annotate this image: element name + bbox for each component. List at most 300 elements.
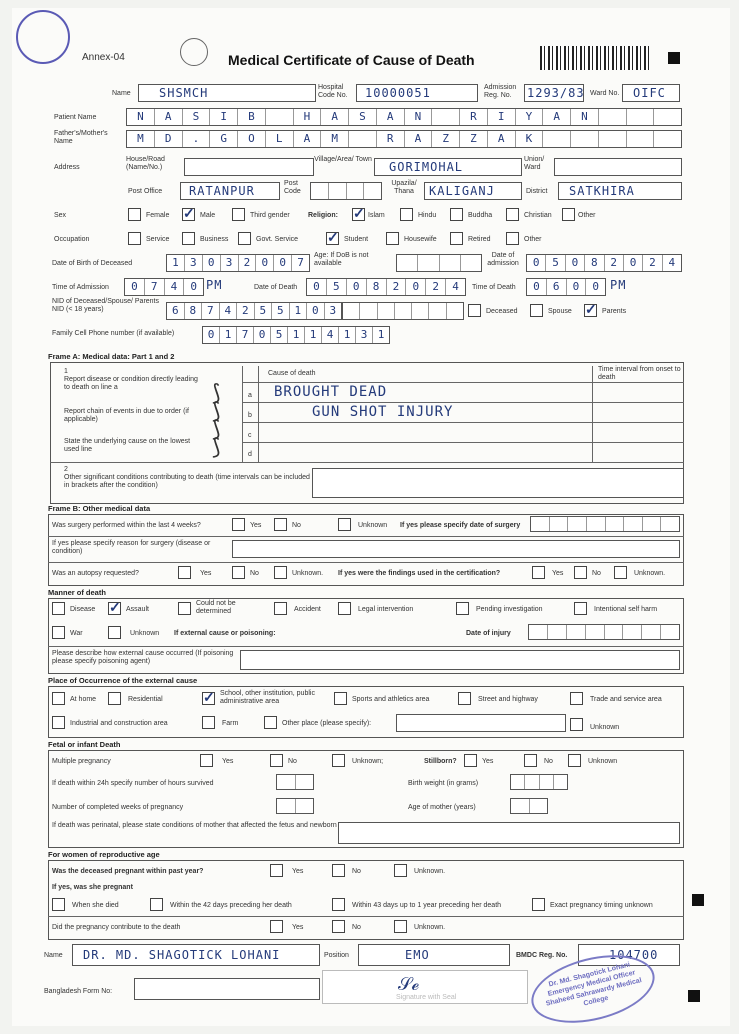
external-describe-label: Please describe how external cause occurred (If poisoning please specify poisoning agent) (52, 650, 234, 665)
place-heading: Place of Occurrence of the external cause (48, 676, 198, 685)
phone-grid[interactable] (202, 326, 390, 344)
contribute-label: Did the pregnancy contribute to the death (52, 924, 181, 931)
char-cell: 0 (567, 279, 587, 295)
multiple-no-label: No (288, 758, 297, 765)
dob-grid[interactable] (166, 254, 310, 272)
stillborn-yes-label: Yes (482, 758, 494, 765)
multiple-yes-label: Yes (222, 758, 234, 765)
signature-caption: Signature with Seal (396, 994, 457, 1001)
when-died-checkbox[interactable] (52, 898, 65, 911)
corner-marker-right (692, 894, 704, 906)
date-admission-grid[interactable] (526, 254, 682, 272)
multiple-yes-checkbox[interactable] (200, 754, 213, 767)
third-gender-label: Third gender (250, 212, 290, 219)
admission-reg-field[interactable] (524, 84, 584, 102)
char-cell: M (127, 131, 155, 147)
char-cell: A (294, 131, 322, 147)
trade-label: Trade and service area (590, 696, 662, 703)
char-cell: 1 (167, 255, 185, 271)
pregnant-no-checkbox[interactable] (332, 864, 345, 877)
weeks-pregnancy-grid[interactable] (276, 798, 314, 814)
disease-label: Disease (70, 606, 96, 613)
char-cell (627, 109, 655, 125)
frame-a-header-line (242, 382, 684, 383)
pregnant-no-label: No (352, 868, 361, 875)
findings-no-checkbox[interactable] (574, 566, 587, 579)
age-mother-grid[interactable] (510, 798, 548, 814)
char-cell: 8 (185, 303, 203, 319)
other-religion-label: Other (578, 212, 596, 219)
surgery-unknown-label: Unknown (358, 522, 388, 529)
manner-heading: Manner of death (48, 588, 106, 597)
third-gender-checkbox[interactable] (232, 208, 245, 221)
father-name-grid[interactable] (126, 130, 682, 148)
disease-checkbox[interactable] (52, 602, 65, 615)
char-cell: 2 (426, 279, 446, 295)
multiple-pregnancy-label: Multiple pregnancy (52, 758, 111, 765)
contribute-no-checkbox[interactable] (332, 920, 345, 933)
school-check-icon: ✓ (203, 689, 215, 705)
part1-text-3: State the underlying cause on the lowest used line (64, 438, 191, 453)
char-cell: 1 (288, 327, 305, 343)
stillborn-no-label: No (544, 758, 553, 765)
undetermined-checkbox[interactable] (178, 602, 191, 615)
within-1-year-checkbox[interactable] (332, 898, 345, 911)
residential-label: Residential (128, 696, 163, 703)
admission-reg-label: Admission Reg. No. (484, 84, 517, 99)
islam-label: Islam (368, 212, 385, 219)
corner-marker-bottom (688, 990, 700, 1002)
father-name-label: Father's/Mother's Name (54, 130, 108, 145)
admission-reg-value: 1293/83 (527, 86, 585, 100)
char-cell: 8 (585, 255, 604, 271)
interval-header: Time interval from onset to death (598, 366, 681, 381)
char-cell (627, 131, 655, 147)
hours-survived-grid[interactable] (276, 774, 314, 790)
char-cell: 0 (566, 255, 585, 271)
women-line (48, 916, 684, 917)
age-mother-label: Age of mother (years) (408, 804, 476, 811)
hospital-seal (16, 10, 70, 64)
date-injury-grid[interactable] (528, 624, 680, 640)
dob-label: Date of Birth of Deceased (52, 260, 133, 267)
pending-investigation-checkbox[interactable] (456, 602, 469, 615)
char-cell: 3 (185, 255, 203, 271)
row-d-letter: d (248, 451, 252, 458)
date-admission-label: Date of admission (487, 252, 519, 267)
char-cell (654, 131, 681, 147)
findings-yes-label: Yes (552, 570, 564, 577)
position-value: EMO (405, 948, 430, 962)
institution-field[interactable] (138, 84, 316, 102)
surgery-date-grid[interactable] (530, 516, 680, 532)
cause-col-line (258, 366, 259, 462)
autopsy-unknown-label: Unknown. (292, 570, 324, 577)
date-injury-label: Date of injury (466, 630, 511, 637)
surgery-question: Was surgery performed within the last 4 weeks? (52, 522, 201, 529)
char-cell: 4 (322, 327, 339, 343)
char-cell: R (460, 109, 488, 125)
village-field[interactable] (374, 158, 522, 176)
position-field[interactable] (358, 944, 510, 966)
char-cell: 0 (347, 279, 367, 295)
buddha-checkbox[interactable] (450, 208, 463, 221)
char-cell: 4 (220, 303, 238, 319)
nid-label: NID of Deceased/Spouse/ Parents NID (< 18 years) (52, 298, 160, 313)
time-admission-grid[interactable] (124, 278, 204, 296)
pregnant-unknown-checkbox[interactable] (394, 864, 407, 877)
male-label: Male (200, 212, 216, 219)
doctor-name-field[interactable] (72, 944, 320, 966)
occupation-label: Occupation (54, 236, 90, 243)
date-death-grid[interactable] (306, 278, 466, 296)
char-cell: I (488, 109, 516, 125)
other-place-checkbox[interactable] (264, 716, 277, 729)
autopsy-yes-checkbox[interactable] (178, 566, 191, 579)
autopsy-unknown-checkbox[interactable] (274, 566, 287, 579)
govt-service-checkbox[interactable] (238, 232, 251, 245)
char-cell: 8 (367, 279, 387, 295)
char-cell: 2 (387, 279, 407, 295)
bmdc-value: 104700 (609, 948, 659, 962)
char-cell: D (155, 131, 183, 147)
deceased-checkbox[interactable] (468, 304, 481, 317)
upazila-label: Upazila/ Thana (391, 180, 417, 195)
contribute-unknown-label: Unknown. (414, 924, 446, 931)
address-label: Address (54, 164, 80, 171)
char-cell: 3 (356, 327, 373, 343)
char-cell (599, 131, 627, 147)
female-checkbox[interactable] (128, 208, 141, 221)
page-title: Medical Certificate of Cause of Death (228, 52, 475, 68)
row-c-letter: c (248, 432, 252, 439)
age-grid[interactable] (396, 254, 482, 272)
legal-intervention-checkbox[interactable] (338, 602, 351, 615)
institution-value: SHSMCH (159, 86, 209, 100)
perinatal-field[interactable] (338, 822, 680, 844)
timing-unknown-label: Exact pregnancy timing unknown (550, 902, 653, 909)
trade-checkbox[interactable] (570, 692, 583, 705)
part2-field[interactable] (312, 468, 684, 498)
district-label: District (526, 188, 548, 195)
war-checkbox[interactable] (52, 626, 65, 639)
industrial-checkbox[interactable] (52, 716, 65, 729)
housewife-label: Housewife (404, 236, 437, 243)
doctor-name-label: Name (44, 952, 63, 959)
time-death-label: Time of Death (472, 284, 516, 291)
union-label: Union/ Ward (524, 156, 545, 171)
time-death-suffix: PM (610, 278, 627, 292)
war-label: War (70, 630, 83, 637)
parents-check-icon: ✓ (585, 301, 597, 317)
char-cell: A (488, 131, 516, 147)
char-cell: 7 (237, 327, 254, 343)
char-cell: 5 (272, 303, 290, 319)
char-cell: N (127, 109, 155, 125)
char-cell: 0 (592, 280, 599, 293)
student-label: Student (344, 236, 369, 243)
street-checkbox[interactable] (458, 692, 471, 705)
multiple-no-checkbox[interactable] (270, 754, 283, 767)
char-cell: A (377, 109, 405, 125)
barcode (540, 46, 650, 70)
doctor-name-value: DR. MD. SHAGOTICK LOHANI (83, 948, 281, 962)
char-cell: 0 (203, 327, 220, 343)
char-cell: A (321, 109, 349, 125)
contribute-yes-label: Yes (292, 924, 304, 931)
women-heading: For women of reproductive age (48, 850, 160, 859)
char-cell: B (238, 109, 266, 125)
upazila-value: KALIGANJ (429, 184, 495, 198)
within-42-days-checkbox[interactable] (150, 898, 163, 911)
union-field[interactable] (554, 158, 682, 176)
spouse-checkbox[interactable] (530, 304, 543, 317)
char-cell: A (543, 109, 571, 125)
unknown-place-label: Unknown (590, 724, 620, 731)
stillborn-no-checkbox[interactable] (524, 754, 537, 767)
autopsy-yes-label: Yes (200, 570, 212, 577)
ward-value: OIFC (633, 86, 666, 100)
at-home-label: At home (70, 696, 97, 703)
unknown-place-checkbox[interactable] (570, 718, 583, 731)
stillborn-yes-checkbox[interactable] (464, 754, 477, 767)
other-place-field[interactable] (396, 714, 566, 732)
surgery-no-checkbox[interactable] (274, 518, 287, 531)
char-cell: 0 (527, 279, 547, 295)
post-code-label: Post Code (284, 180, 301, 195)
phone-label: Family Cell Phone number (if available) (52, 330, 175, 337)
findings-yes-checkbox[interactable] (532, 566, 545, 579)
external-cause-label: If external cause or poisoning: (174, 630, 276, 637)
retired-label: Retired (468, 236, 491, 243)
patient-name-grid[interactable] (126, 108, 682, 126)
row-a-line (242, 402, 684, 403)
hospital-code-field[interactable] (356, 84, 478, 102)
perinatal-label: If death was perinatal, please state conditions of mother that affected the fetus and newborn (52, 822, 337, 829)
interval-col-line (592, 366, 593, 462)
other-religion-checkbox[interactable] (562, 208, 575, 221)
if-yes-pregnant-label: If yes, was she pregnant (52, 884, 133, 891)
char-cell: 1 (220, 327, 237, 343)
char-cell (266, 109, 294, 125)
surgery-yes-checkbox[interactable] (232, 518, 245, 531)
assault-label: Assault (126, 606, 149, 613)
row-b-letter: b (248, 412, 252, 419)
ward-label: Ward No. (590, 90, 620, 97)
female-label: Female (146, 212, 170, 219)
surgery-reason-field[interactable] (232, 540, 680, 558)
char-cell: 0 (406, 279, 426, 295)
findings-no-label: No (592, 570, 601, 577)
unknown-manner-label: Unknown (130, 630, 160, 637)
findings-unknown-label: Unknown. (634, 570, 666, 577)
housewife-checkbox[interactable] (386, 232, 399, 245)
char-cell: 0 (125, 279, 145, 295)
buddha-label: Buddha (468, 212, 493, 219)
stillborn-unknown-checkbox[interactable] (568, 754, 581, 767)
char-cell: 1 (339, 327, 356, 343)
timing-unknown-checkbox[interactable] (532, 898, 545, 911)
char-cell: 2 (237, 303, 255, 319)
corner-marker (668, 52, 680, 64)
surgery-reason-label: If yes please specify reason for surgery (disease or condition) (52, 540, 211, 555)
pregnant-yes-checkbox[interactable] (270, 864, 283, 877)
ward-field[interactable] (622, 84, 680, 102)
char-cell: 0 (203, 255, 221, 271)
nid-grid-extra[interactable] (342, 302, 464, 320)
accident-checkbox[interactable] (274, 602, 287, 615)
within-42-days-label: Within the 42 days preceding her death (170, 902, 292, 909)
row-b-cause: GUN SHOT INJURY (312, 404, 454, 420)
annex-label: Annex-04 (82, 52, 125, 63)
male-check-icon: ✓ (183, 205, 195, 221)
char-cell (571, 131, 599, 147)
multiple-unknown-label: Unknown; (352, 758, 384, 765)
frame-b-line-2 (48, 562, 684, 563)
legal-intervention-label: Legal intervention (358, 606, 414, 613)
village-label: Village/Area/ Town (314, 156, 372, 163)
time-admission-label: Time of Admission (52, 284, 109, 291)
contribute-no-label: No (352, 924, 361, 931)
school-label: School, other institution, public administrative area (220, 690, 315, 705)
char-cell: H (294, 109, 322, 125)
char-cell: S (349, 109, 377, 125)
letter-col-line (242, 366, 243, 462)
hospital-code-label: Hospital Code No. (318, 84, 348, 99)
part1-text-1: Report disease or condition directly leading to death on line a (64, 376, 198, 391)
char-cell (349, 131, 377, 147)
char-cell: 5 (271, 327, 288, 343)
part2-text: Other significant conditions contributing to death (time intervals can be included in brackets after the condition) (64, 474, 310, 489)
contribute-yes-checkbox[interactable] (270, 920, 283, 933)
unknown-manner-checkbox[interactable] (108, 626, 121, 639)
frame-a-heading: Frame A: Medical data: Part 1 and 2 (48, 352, 175, 361)
char-cell: O (238, 131, 266, 147)
other-place-label: Other place (please specify): (282, 720, 372, 727)
char-cell: 5 (327, 279, 347, 295)
other-occupation-label: Other (524, 236, 542, 243)
char-cell: 0 (254, 327, 271, 343)
date-death-label: Date of Death (254, 284, 298, 291)
business-checkbox[interactable] (182, 232, 195, 245)
contribute-unknown-checkbox[interactable] (394, 920, 407, 933)
sports-label: Sports and athletics area (352, 696, 430, 703)
char-cell: 4 (452, 280, 459, 293)
manner-line (48, 646, 684, 647)
char-cell: R (377, 131, 405, 147)
assault-check-icon: ✓ (109, 599, 121, 615)
row-c-line (242, 442, 684, 443)
other-occupation-checkbox[interactable] (506, 232, 519, 245)
house-field[interactable] (184, 158, 314, 176)
char-cell: 0 (307, 279, 327, 295)
undetermined-label: Could not be determined (196, 600, 236, 615)
char-cell: 0 (527, 255, 546, 271)
char-cell (543, 131, 571, 147)
bmdc-label: BMDC Reg. No. (516, 952, 568, 959)
char-cell: G (210, 131, 238, 147)
post-office-label: Post Office (128, 188, 163, 195)
birth-weight-grid[interactable] (510, 774, 568, 790)
surgery-unknown-checkbox[interactable] (338, 518, 351, 531)
self-harm-checkbox[interactable] (574, 602, 587, 615)
char-cell: L (266, 131, 294, 147)
time-death-grid[interactable] (526, 278, 606, 296)
upazila-field[interactable] (424, 182, 522, 200)
autopsy-no-checkbox[interactable] (232, 566, 245, 579)
spouse-label: Spouse (548, 308, 572, 315)
pending-investigation-label: Pending investigation (476, 606, 543, 613)
industrial-label: Industrial and construction area (70, 720, 168, 727)
post-office-value: RATANPUR (189, 184, 255, 198)
within-1-year-label: Within 43 days up to 1 year preceding her death (352, 902, 502, 909)
row-d-line (50, 462, 684, 463)
post-office-field[interactable] (180, 182, 280, 200)
retired-checkbox[interactable] (450, 232, 463, 245)
multiple-unknown-checkbox[interactable] (332, 754, 345, 767)
bangladesh-form-label: Bangladesh Form No: (44, 988, 113, 995)
post-code-grid[interactable] (310, 182, 382, 200)
char-cell: M (321, 131, 349, 147)
frame-b-heading: Frame B: Other medical data (48, 504, 151, 513)
autopsy-no-label: No (250, 570, 259, 577)
nid-grid[interactable] (166, 302, 342, 320)
residential-checkbox[interactable] (108, 692, 121, 705)
hours-survived-label: If death within 24h specify number of hours survived (52, 780, 214, 787)
char-cell: 0 (624, 255, 643, 271)
char-cell: 4 (165, 279, 185, 295)
char-cell: . (183, 131, 211, 147)
surgery-yes-label: Yes (250, 522, 262, 529)
char-cell: 2 (643, 255, 662, 271)
char-cell: N (571, 109, 599, 125)
surgery-no-label: No (292, 522, 301, 529)
char-cell: 0 (190, 280, 197, 293)
service-checkbox[interactable] (128, 232, 141, 245)
char-cell: A (155, 109, 183, 125)
student-check-icon: ✓ (327, 229, 339, 245)
at-home-checkbox[interactable] (52, 692, 65, 705)
char-cell: 7 (297, 256, 304, 269)
findings-unknown-checkbox[interactable] (614, 566, 627, 579)
char-cell: K (516, 131, 544, 147)
chain-arrow-icon: ⟆ ⟆ ⟆ ⟆ (212, 380, 221, 459)
weeks-pregnancy-label: Number of completed weeks of pregnancy (52, 804, 184, 811)
farm-checkbox[interactable] (202, 716, 215, 729)
parents-label: Parents (602, 308, 627, 315)
cause-header: Cause of death (268, 370, 316, 377)
hindu-checkbox[interactable] (400, 208, 413, 221)
sports-checkbox[interactable] (334, 692, 347, 705)
district-field[interactable] (558, 182, 682, 200)
char-cell: 4 (668, 256, 676, 269)
house-label: House/Road (Name/No.) (126, 156, 165, 171)
char-cell (599, 109, 627, 125)
char-cell: Y (516, 109, 544, 125)
sex-label: Sex (54, 212, 67, 219)
christian-checkbox[interactable] (506, 208, 519, 221)
religion-label: Religion: (308, 212, 338, 219)
row-a-letter: a (248, 392, 252, 399)
char-cell: 1 (305, 327, 322, 343)
external-describe-field[interactable] (240, 650, 680, 670)
char-cell (432, 109, 460, 125)
bangladesh-form-field[interactable] (134, 978, 320, 1000)
frame-b-line-1 (48, 536, 684, 537)
char-cell: 7 (145, 279, 165, 295)
char-cell: 2 (239, 255, 257, 271)
signature-scribble-icon: 𝒮ℯ (398, 974, 419, 994)
